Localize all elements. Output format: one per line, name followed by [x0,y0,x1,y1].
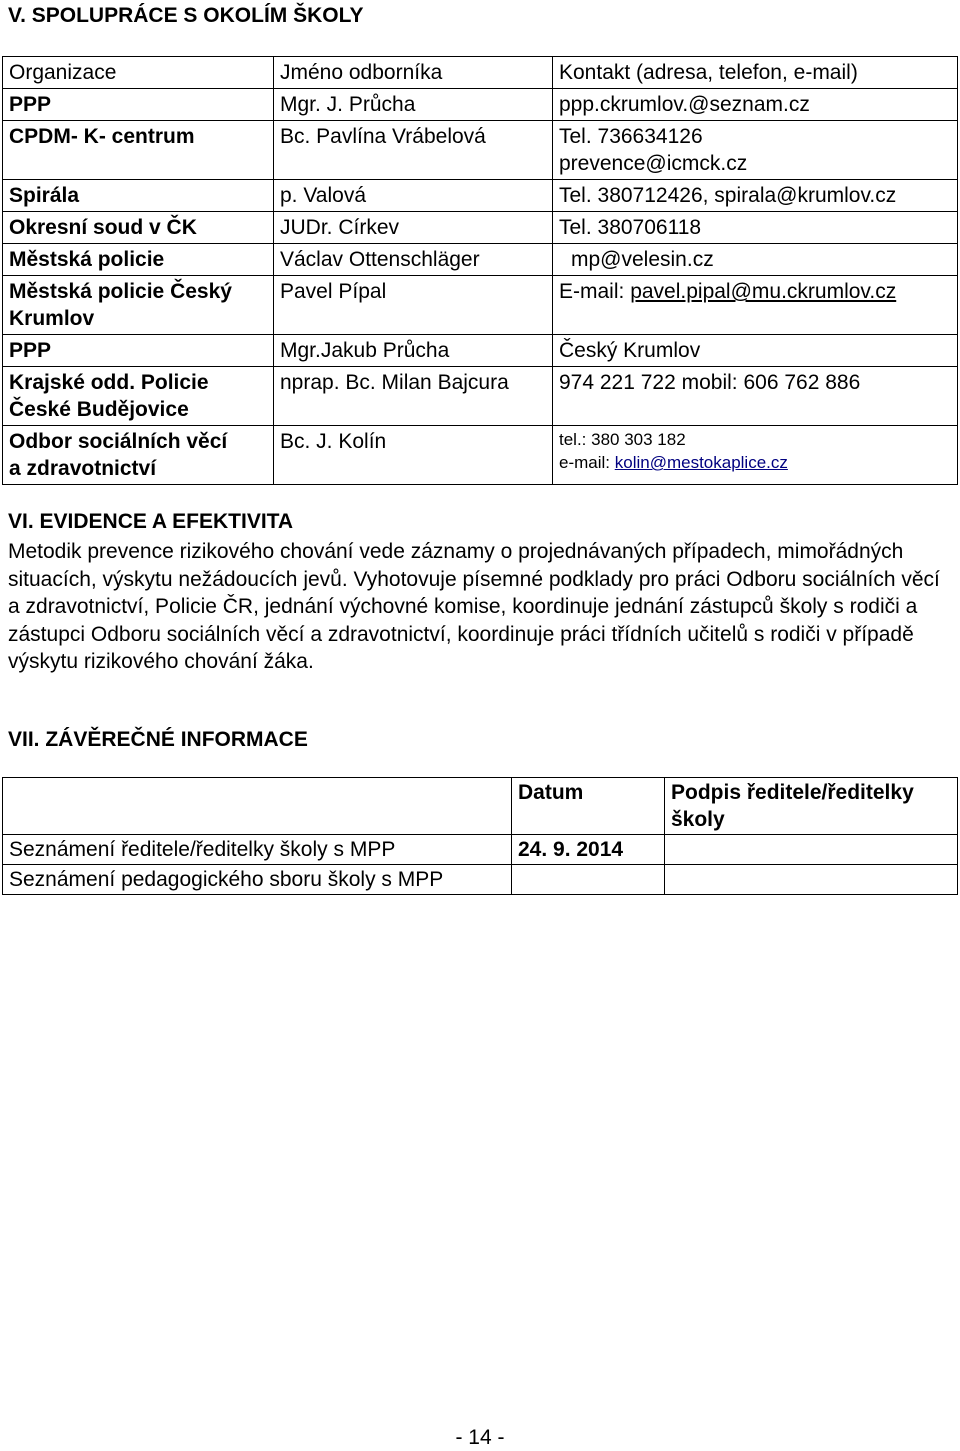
org-cell [3,367,274,426]
name-cell: Pavel Pípal [274,276,553,335]
contact-cell: 974 221 722 mobil: 606 762 886 [553,367,958,426]
name-cell: Mgr.Jakub Průcha [274,335,553,367]
table-header-row [3,778,958,835]
name-cell: Bc. J. Kolín [274,426,553,485]
org-cell [3,426,274,485]
signature-cell [665,865,958,895]
header-contact: Kontakt (adresa, telefon, e-mail) [553,57,958,89]
org-cell: Městská policie Český Krumlov [3,276,274,335]
name-cell: Václav Ottenschläger [274,244,553,276]
label-cell: Seznámení ředitele/ředitelky školy s MPP [3,835,512,865]
contact-cell: Tel. 380706118 [553,212,958,244]
name-cell: nprap. Bc. Milan Bajcura [274,367,553,426]
section-5-heading: V. SPOLUPRÁCE S OKOLÍM ŠKOLY [8,4,364,27]
table-row [3,335,958,367]
header-organization: Organizace [3,57,274,89]
table-row [3,89,958,121]
table-row [3,367,958,426]
table-header-row [3,57,958,89]
contact-phone: tel.: 380 303 182 [559,430,686,449]
contacts-table [2,56,958,485]
contact-email-prefix: e-mail: [559,453,615,472]
table-row [3,180,958,212]
table-row [3,865,958,895]
final-info-table [2,777,958,895]
empty-header-cell [3,778,512,835]
header-date: Datum [512,778,665,835]
org-cell: Okresní soud v ČK [3,212,274,244]
org-line-2: České Budějovice [9,398,189,421]
contact-phone: Tel. 736634126 [559,125,703,148]
contact-cell [553,121,958,180]
name-cell: JUDr. Církev [274,212,553,244]
org-line-2: a zdravotnictví [9,457,157,480]
org-cell: PPP [3,335,274,367]
contact-email-prefix: E-mail: [559,280,631,303]
table-row [3,276,958,335]
org-cell: Městská policie [3,244,274,276]
org-cell: PPP [3,89,274,121]
contact-cell [553,426,958,485]
table-row [3,244,958,276]
name-cell: p. Valová [274,180,553,212]
header-signature: Podpis ředitele/ředitelky školy [665,778,958,835]
email-link[interactable]: kolin@mestokaplice.cz [614,453,788,472]
table-row [3,212,958,244]
table-row [3,121,958,180]
signature-cell [665,835,958,865]
header-expert-name: Jméno odborníka [274,57,553,89]
page-number: - 14 - [455,1426,505,1449]
contact-cell: Český Krumlov [553,335,958,367]
name-cell: Bc. Pavlína Vrábelová [274,121,553,180]
section-6-heading: VI. EVIDENCE A EFEKTIVITA [8,510,294,533]
section-6-paragraph: Metodik prevence rizikového chování vede záznamy o projednávaných případech, mimořádných situacích, výskytu nežádoucích jevů. Vyhotovuje písemné podklady pro práci Odboru sociálních věcí a zdravotnictví, Policie ČR, jednání výchovné komise, koordinuje jednání zástupců školy s rodiči a zástupci Odboru sociálních věcí a zdravotnictví, koordinuje práci třídních učitelů s rodiči v případě výskytu rizikového chování žáka. [8,540,940,673]
contact-cell: Tel. 380712426, spirala@krumlov.cz [553,180,958,212]
email-link[interactable]: pavel.pipal@mu.ckrumlov.cz [630,280,897,303]
contact-cell: ppp.ckrumlov.@seznam.cz [553,89,958,121]
org-cell: Spirála [3,180,274,212]
contact-email [559,451,951,474]
org-line-1: Odbor sociálních věcí [9,430,228,453]
date-cell: 24. 9. 2014 [512,835,665,865]
table-row [3,426,958,485]
org-line-1: Krajské odd. Policie [9,371,209,394]
contact-cell [553,276,958,335]
org-cell: CPDM- K- centrum [3,121,274,180]
contact-email: mp@velesin.cz [571,248,714,271]
name-cell: Mgr. J. Průcha [274,89,553,121]
label-cell: Seznámení pedagogického sboru školy s MPP [3,865,512,895]
contact-cell [553,244,958,276]
contact-email: prevence@icmck.cz [559,152,748,175]
table-row [3,835,958,865]
date-cell [512,865,665,895]
section-7-heading: VII. ZÁVĚREČNÉ INFORMACE [8,728,308,751]
